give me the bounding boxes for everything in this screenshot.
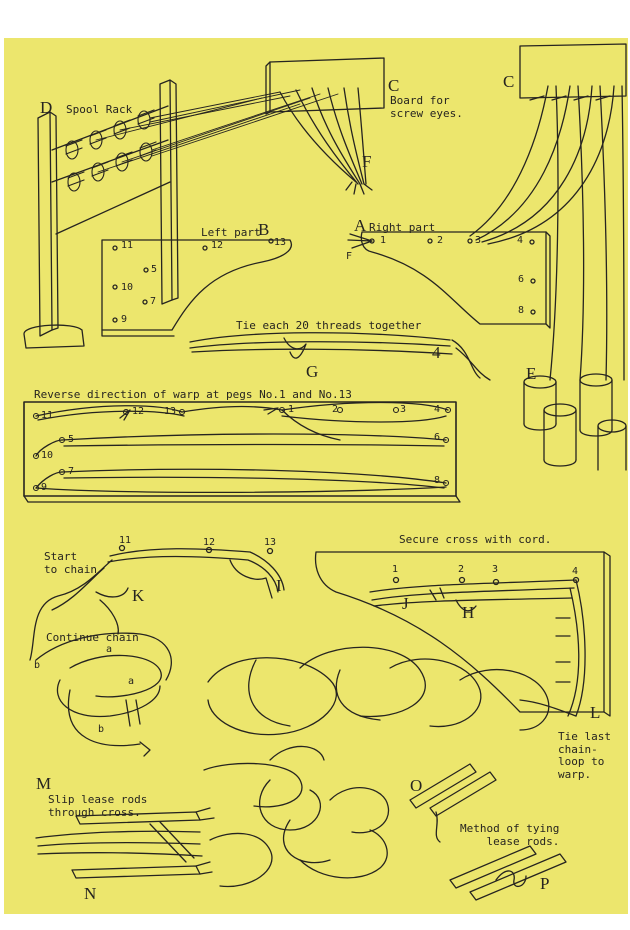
lower-chain-drawing [204, 746, 389, 886]
continue-chain-drawing [36, 633, 171, 756]
board-letter: C [388, 76, 400, 95]
right-part-f: F [346, 251, 353, 262]
right-board-letter: C [503, 72, 515, 91]
cross-peg-1: 1 [392, 564, 399, 575]
warp-peg-1: 1 [288, 404, 295, 415]
cross-letter-l: L [590, 703, 601, 722]
left-part-label: Left part [201, 226, 261, 239]
warp-peg-13: 13 [164, 406, 177, 417]
warp-peg-9: 9 [41, 482, 48, 493]
start-peg-12: 12 [203, 537, 216, 548]
cross-letter-j: J [402, 594, 409, 613]
lease-rods-label: Slip lease rods through cross. [48, 793, 148, 819]
left-peg-11: 11 [121, 240, 134, 251]
lease-letter-n: N [84, 884, 97, 903]
start-chain-i: I [276, 576, 282, 595]
right-peg-3: 3 [475, 235, 482, 246]
tie-mark-4: 4 [432, 343, 441, 362]
cross-letter-h: H [462, 603, 475, 622]
warp-peg-8: 8 [434, 475, 441, 486]
tying-letter-p: P [540, 874, 550, 893]
right-screw-eye-board-drawing [470, 44, 626, 380]
warp-peg-10: 10 [41, 450, 54, 461]
warp-peg-5: 5 [68, 434, 75, 445]
chain-mark-a1: a [106, 644, 113, 655]
screw-eye-board-drawing [266, 58, 384, 194]
tie-letter-g: G [306, 362, 319, 381]
warp-peg-6: 6 [434, 432, 441, 443]
start-chain-k: K [132, 586, 145, 605]
secure-cross-label: Secure cross with cord. [399, 533, 552, 546]
right-peg-8: 8 [518, 305, 525, 316]
board-label: Board for screw eyes. [390, 94, 463, 120]
left-peg-12: 12 [211, 240, 224, 251]
start-peg-13: 13 [264, 537, 277, 548]
left-peg-10: 10 [121, 282, 134, 293]
tie-last-loop-label: Tie last chain- loop to warp. [558, 730, 611, 781]
chain-mark-a2: a [128, 676, 135, 687]
tying-letter-o: O [410, 776, 423, 795]
tying-label: Method of tying lease rods. [460, 822, 560, 848]
left-peg-9: 9 [121, 314, 128, 325]
start-peg-11: 11 [119, 535, 132, 546]
warp-peg-3: 3 [400, 404, 407, 415]
spool-rack-drawing [24, 80, 178, 348]
warp-board-caption: Reverse direction of warp at pegs No.1 and No.13 [34, 388, 352, 401]
start-chain-label: Start to chain [44, 550, 97, 576]
spools-letter: E [526, 364, 537, 383]
secure-cross-drawing [316, 552, 610, 716]
warp-peg-4: 4 [434, 404, 441, 415]
warp-peg-11: 11 [41, 410, 54, 421]
continue-chain-label: Continue chain [46, 631, 139, 644]
left-peg-5: 5 [151, 264, 158, 275]
right-part-label: Right part [369, 221, 436, 234]
spools-drawing [524, 374, 626, 470]
right-part-letter: A [354, 216, 367, 235]
lease-letter-m: M [36, 774, 52, 793]
warp-peg-7: 7 [68, 466, 75, 477]
tied-bundle-drawing [190, 333, 490, 380]
point-f-label: F [362, 152, 372, 171]
right-peg-2: 2 [437, 235, 444, 246]
left-peg-13: 13 [274, 237, 287, 248]
cross-peg-3: 3 [492, 564, 499, 575]
warp-peg-2: 2 [332, 404, 339, 415]
cross-peg-2: 2 [458, 564, 465, 575]
spool-rack-label: Spool Rack [66, 103, 133, 116]
left-part-letter: B [258, 220, 270, 239]
left-peg-7: 7 [150, 296, 157, 307]
cross-peg-4: 4 [572, 566, 579, 577]
long-chain-drawing [208, 647, 576, 734]
right-peg-1: 1 [380, 235, 387, 246]
tie-caption: Tie each 20 threads together [236, 319, 422, 332]
right-peg-6: 6 [518, 274, 525, 285]
right-peg-4: 4 [517, 235, 524, 246]
chain-mark-b2: b [98, 724, 105, 735]
warping-board-drawing [24, 402, 460, 502]
warp-peg-12: 12 [132, 406, 145, 417]
chain-mark-b1: b [34, 660, 41, 671]
spool-rack-letter: D [40, 98, 53, 117]
